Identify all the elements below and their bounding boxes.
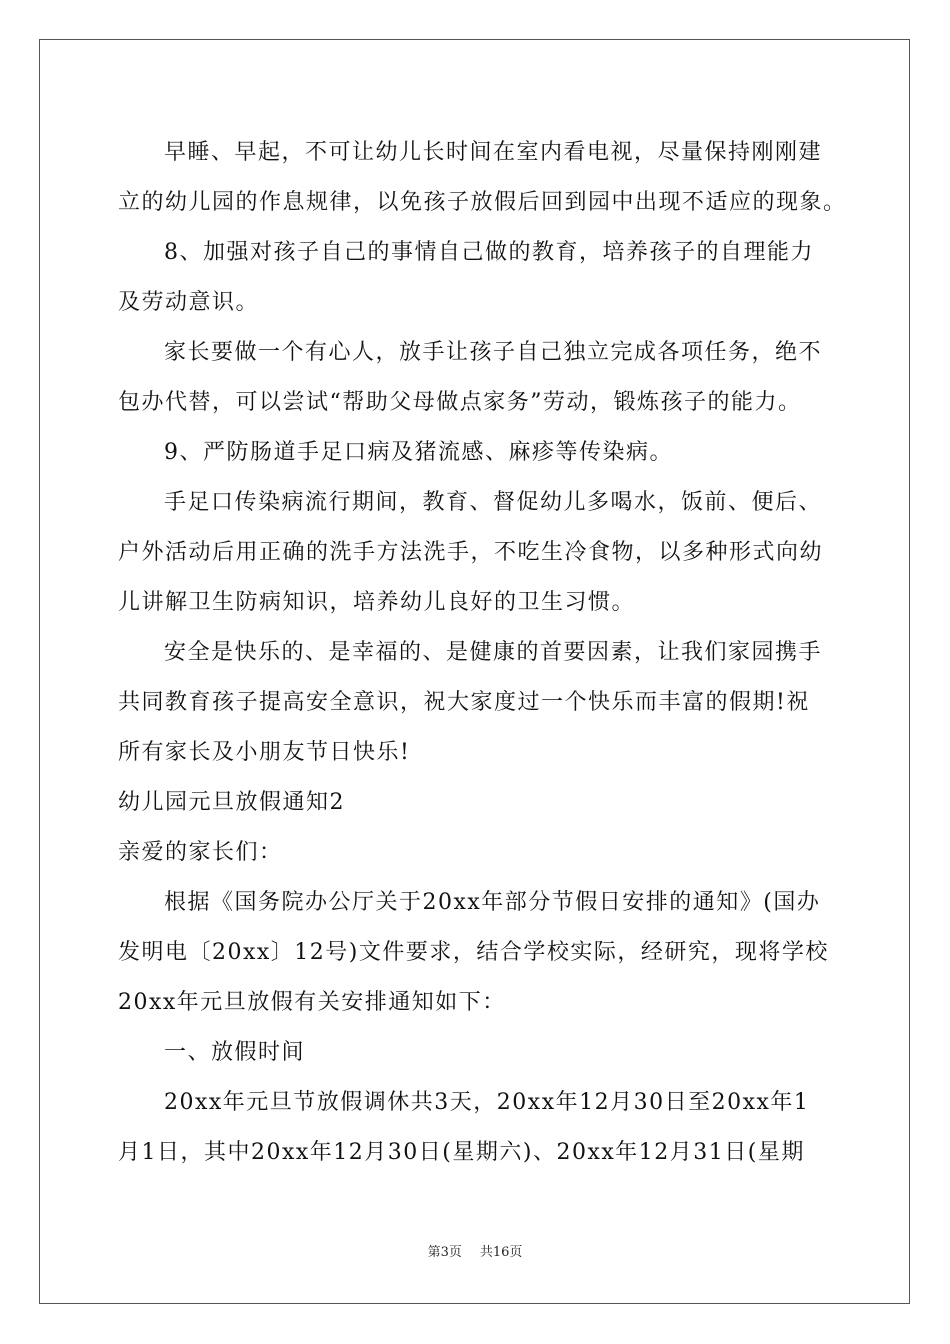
text-line: 早睡、早起，不可让幼儿长时间在室内看电视，尽量保持刚刚建 <box>164 140 823 165</box>
text-line: 手足口传染病流行期间，教育、督促幼儿多喝水，饭前、便后、 <box>164 490 823 515</box>
salutation: 亲爱的家长们： <box>118 840 283 865</box>
text-line: 20xx年元旦放假有关安排通知如下： <box>118 990 506 1015</box>
text-line: 共同教育孩子提高安全意识，祝大家度过一个快乐而丰富的假期!祝 <box>118 690 810 715</box>
text-line: 发明电〔20xx〕12号)文件要求，结合学校实际，经研究，现将学校 <box>118 940 829 965</box>
page-total: 共16页 <box>479 1245 523 1260</box>
text-line: 家长要做一个有心人，放手让孩子自己独立完成各项任务，绝不 <box>164 340 823 365</box>
page-footer <box>0 1243 950 1263</box>
text-line: 8、加强对孩子自己的事情自己做的教育，培养孩子的自理能力 <box>164 240 814 265</box>
text-line: 及劳动意识。 <box>118 290 260 315</box>
text-line: 9、严防肠道手足口病及猪流感、麻疹等传染病。 <box>164 440 673 465</box>
text-line: 儿讲解卫生防病知识，培养幼儿良好的卫生习惯。 <box>118 590 636 615</box>
text-line: 所有家长及小朋友节日快乐! <box>118 740 411 765</box>
text-line: 立的幼儿园的作息规律，以免孩子放假后回到园中出现不适应的现象。 <box>118 190 847 215</box>
text-line: 根据《国务院办公厅关于20xx年部分节假日安排的通知》(国办 <box>164 890 821 915</box>
text-line: 安全是快乐的、是幸福的、是健康的首要因素，让我们家园携手 <box>164 640 823 665</box>
text-line: 户外活动后用正确的洗手方法洗手，不吃生冷食物，以多种形式向幼 <box>118 540 824 565</box>
document-body <box>118 128 847 1178</box>
text-line: 月1日，其中20xx年12月30日(星期六)、20xx年12月31日(星期 <box>118 1140 805 1165</box>
section-title: 幼儿园元旦放假通知2 <box>118 790 345 815</box>
text-line: 20xx年元旦节放假调休共3天，20xx年12月30日至20xx年1 <box>164 1090 810 1115</box>
subheading: 一、放假时间 <box>164 1040 306 1065</box>
page-number: 第3页 <box>427 1245 462 1260</box>
text-line: 包办代替，可以尝试“帮助父母做点家务”劳动，锻炼孩子的能力。 <box>118 390 802 415</box>
